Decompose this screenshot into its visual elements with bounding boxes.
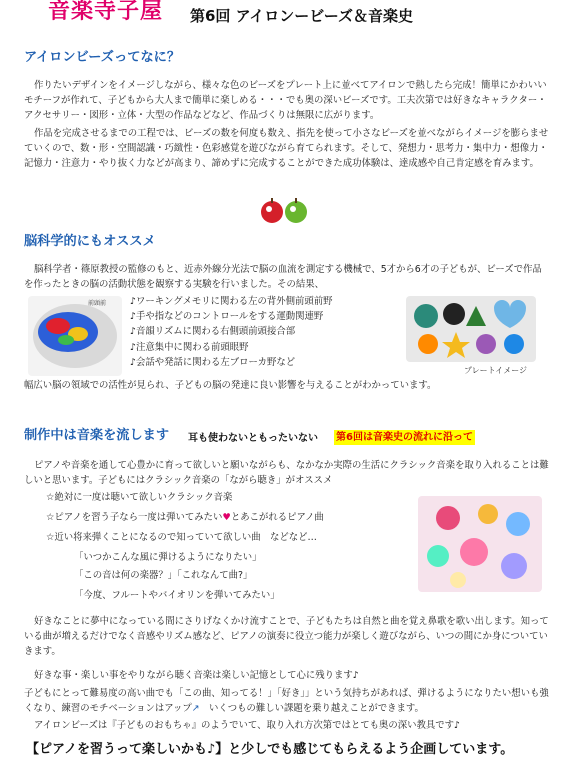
plate-image xyxy=(406,296,536,362)
section1-paragraph1: 作りたいデザインをイメージしながら、様々な色のビーズをプレート上に並べてアイロンで熱したら完成！簡単にかわいいモチーフが作れて、子どもから大人まで簡単に楽しめる・・・でも奥の深いビーズです。工夫次第では好きなキャラクター・アクセサリー・図形・立体・大型の作品などなど、作品づくりは無限に広がります。 xyxy=(24,80,547,122)
beads-photo xyxy=(418,496,542,592)
star-item-1: ☆絶対に一度は聴いて欲しいクラシック音楽 xyxy=(46,492,233,503)
quote-2: 「この音は何の楽器？」「これなんて曲?」 xyxy=(74,570,253,581)
section3-paragraph2: 好きなことに夢中になっている間にさりげなくかけ流すことで、子どもたちは自然と曲を覚え鼻歌を歌い出します。知っている曲が増えるだけでなく音感やリズム感など、ピアノの演奏に役立つ能力が楽しく遊びながら、いつの間にか身についていきます。 xyxy=(24,616,549,658)
quote-1: 「いつかこんな風に弾けるようになりたい」 xyxy=(74,552,262,563)
brain-region-list xyxy=(130,294,430,370)
section-heading-brain: 脳科学的にもオススメ xyxy=(24,234,156,249)
section3-note: 耳も使わないともったいない xyxy=(188,433,318,444)
section3-paragraph1: ピアノや音楽を通して心豊かに育って欲しいと願いながらも、なかなか実際の生活にクラシック音楽を取り入れることは難しいと思います。子どもにはクラシック音楽の「ながら聴き」がオススメ xyxy=(24,460,549,487)
footer-message: 【ピアノを習うって楽しいかも♪】と少しでも感じてもらえるよう企画しています。 xyxy=(26,742,514,757)
page-title: 音楽寺子屋 xyxy=(48,0,164,24)
plate-caption: プレートイメージ xyxy=(464,366,528,375)
section3-paragraph3: 好きな事・楽しい事をやりながら聴く音楽は楽しい記憶として心に残ります♪ xyxy=(34,670,359,681)
star-item-3: ☆近い将来弾くことになるので知っていて欲しい曲 などなど… xyxy=(46,532,317,543)
section1-paragraph2: 作品を完成させるまでの工程では、ビーズの数を何度も数え、指先を使って小さなビーズを並べながらイメージを膨らませていくので、数・形・空間認識・巧緻性・色彩感覚を遊びながら育てられます。そして、発想力・思考力・集中力・想像力・記憶力・注意力・やり抜く力などが高まり、諦めずに完成することができた成功体験は、達成感や自己肯定感を育みます。 xyxy=(24,128,549,170)
section2-paragraph1: 脳科学者・篠原教授の監修のもと、近赤外線分光法で脳の血流を測定する機械で、5才から6才の子どもが、ビーズで作品を作ったときの脳の活動状態を観察する実験を行いました。その結果、 xyxy=(24,264,542,291)
list-item: ♪会話や発話に関わる左ブローカ野など xyxy=(130,356,296,368)
section3-paragraph4: 子どもにとって難易度の高い曲でも「この曲、知ってる！」「好き」」という気持ちがあれば、弾けるようになりたい想いも強くなり、練習のモチベーションはアップ↗ いくつもの難しい課題を乗り越えことができます。 xyxy=(24,688,549,715)
list-item: ♪音韻リズムに関わる右側頭前頭接合部 xyxy=(130,326,296,338)
section2-paragraph2: 幅広い脳の領域での活性が見られ、子どもの脳の発達に良い影響を与えることがわかっています。 xyxy=(24,380,437,391)
apple-beads-image xyxy=(254,196,314,226)
quote-3: 「今度、フルートやバイオリンを弾いてみたい」 xyxy=(74,590,280,601)
list-item: ♪ワーキングメモリに関わる左の背外側前頭前野 xyxy=(130,296,333,307)
section-heading-what: アイロンビーズってなに？ xyxy=(24,50,181,65)
brain-label: 前頭前 xyxy=(88,300,107,307)
list-item: ♪注意集中に関わる前頭眼野 xyxy=(130,341,249,353)
section-heading-music: 制作中は音楽を流します xyxy=(24,428,170,443)
arrow-up-icon: ↗ xyxy=(191,703,200,715)
section3-paragraph5: アイロンビーズは『子どものおもちゃ』のようでいて、取り入れ方次第ではとても奥の深い教具です♪ xyxy=(34,720,460,731)
brain-scan-image xyxy=(28,296,122,376)
highlight-banner: 第6回は音楽史の流れに沿って xyxy=(334,430,475,445)
list-item: ♪手や指などのコントロールをする運動関連野 xyxy=(130,311,324,323)
heart-icon: ♥ xyxy=(222,512,231,523)
page-subtitle: 第6回 アイロンービーズ＆音楽史 xyxy=(190,7,413,25)
star-item-2: ☆ピアノを習う子なら一度は弾いてみたい♥とあこがれるピアノ曲 xyxy=(46,512,324,523)
